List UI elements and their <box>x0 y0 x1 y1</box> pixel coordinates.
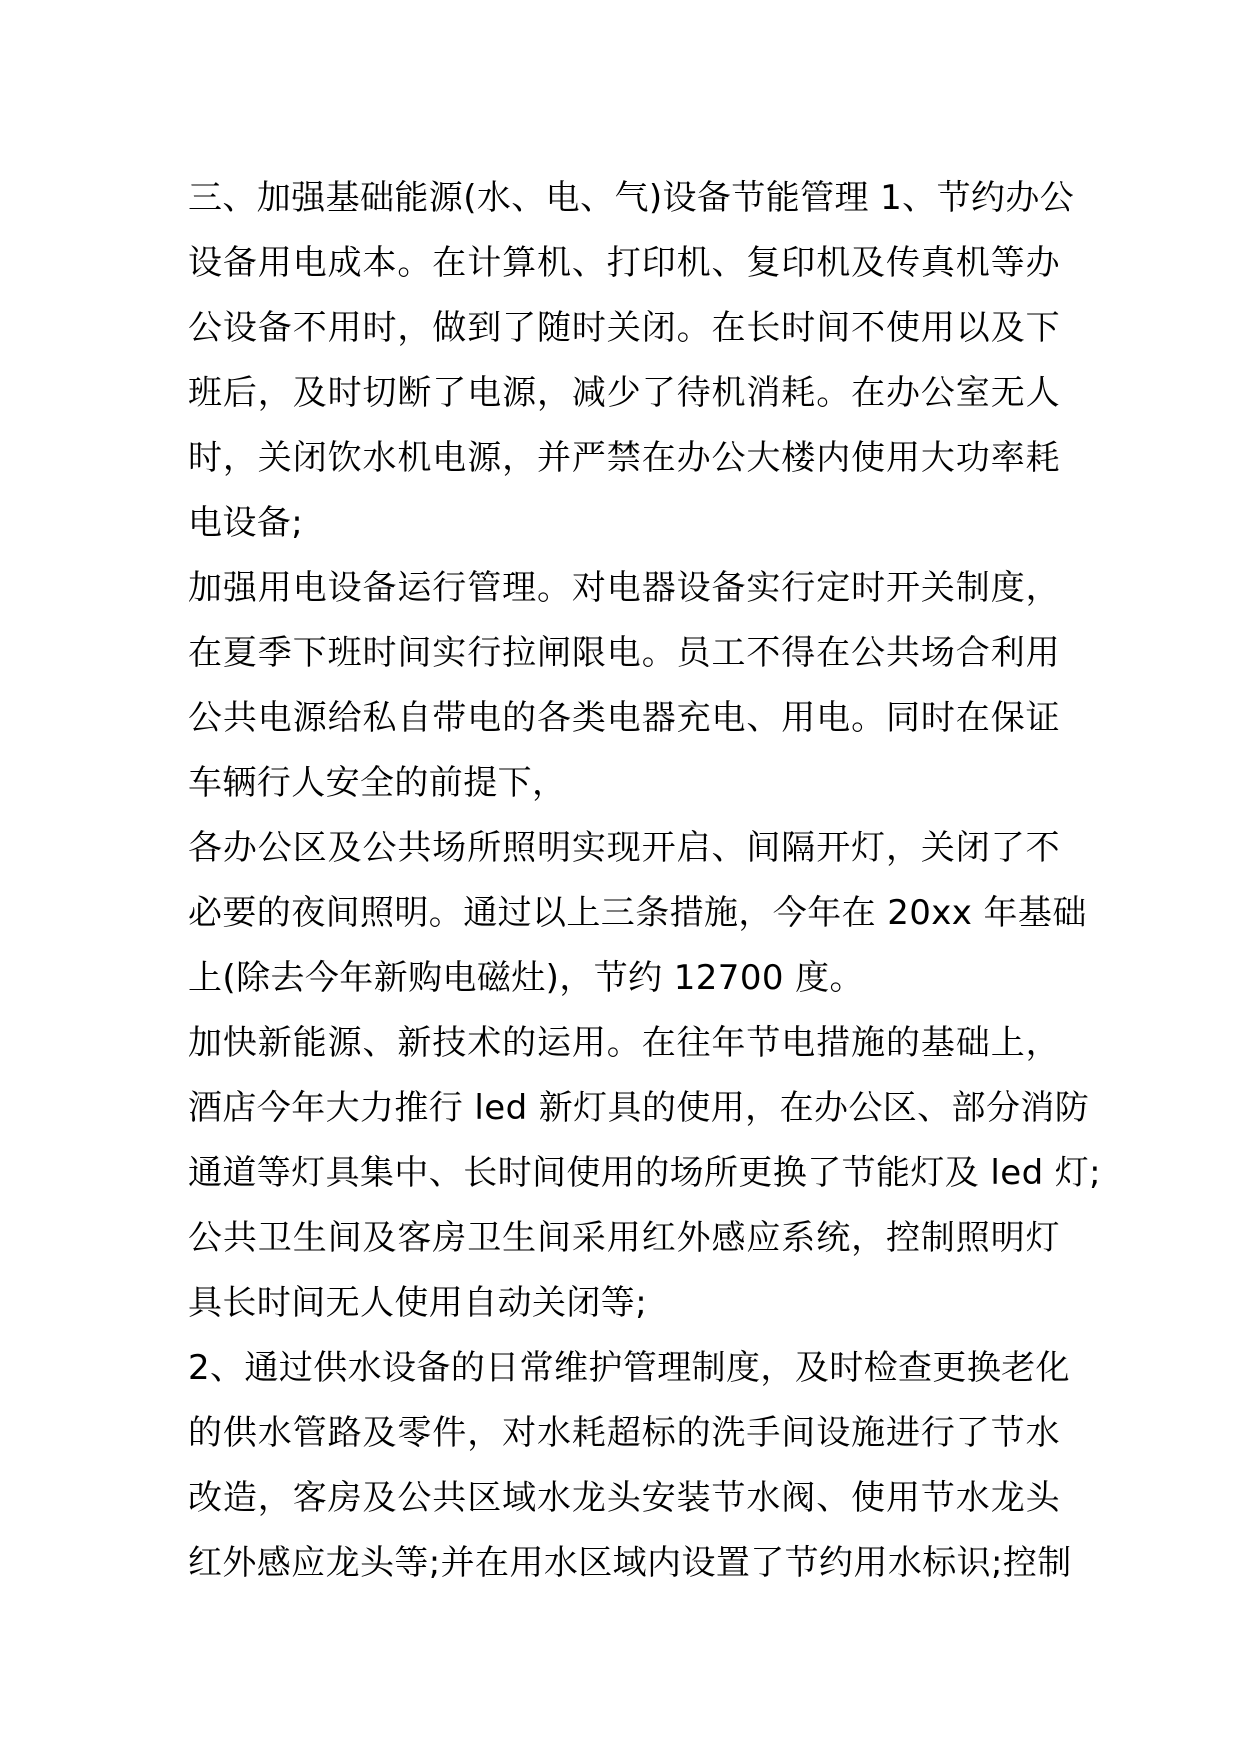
text-line: 在夏季下班时间实行拉闸限电。员工不得在公共场合利用 <box>188 633 1060 673</box>
text-line: 红外感应龙头等;并在用水区域内设置了节约用水标识;控制 <box>188 1543 1072 1583</box>
text-line: 三、加强基础能源(水、电、气)设备节能管理 1、节约办公 <box>188 178 1075 218</box>
text-line: 加快新能源、新技术的运用。在往年节电措施的基础上， <box>188 1023 1060 1063</box>
text-line: 酒店今年大力推行 led 新灯具的使用，在办公区、部分消防 <box>188 1088 1090 1128</box>
text-line: 各办公区及公共场所照明实现开启、间隔开灯，关闭了不 <box>188 828 1060 868</box>
text-line: 公共卫生间及客房卫生间采用红外感应系统，控制照明灯 <box>188 1218 1060 1258</box>
paragraph-water-supply <box>188 1336 1072 1596</box>
text-line: 电设备; <box>188 503 304 543</box>
text-line: 上(除去今年新购电磁灶)，节约 12700 度。 <box>188 958 864 998</box>
text-line: 公共电源给私自带电的各类电器充电、用电。同时在保证 <box>188 698 1060 738</box>
text-line: 具长时间无人使用自动关闭等; <box>188 1283 648 1323</box>
text-line: 加强用电设备运行管理。对电器设备实行定时开关制度， <box>188 568 1060 608</box>
paragraph-lighting <box>188 816 1087 1011</box>
text-line: 必要的夜间照明。通过以上三条措施，今年在 20xx 年基础 <box>188 893 1087 933</box>
paragraph-energy-management <box>188 166 1075 556</box>
text-line: 改造，客房及公共区域水龙头安装节水阀、使用节水龙头 <box>188 1478 1060 1518</box>
text-line: 班后，及时切断了电源，减少了待机消耗。在办公室无人 <box>188 373 1060 413</box>
document-body <box>188 166 1102 1596</box>
text-line: 通道等灯具集中、长时间使用的场所更换了节能灯及 led 灯; <box>188 1153 1102 1193</box>
text-line: 2、通过供水设备的日常维护管理制度，及时检查更换老化 <box>188 1348 1071 1388</box>
text-line: 设备用电成本。在计算机、打印机、复印机及传真机等办 <box>188 243 1060 283</box>
text-line: 时，关闭饮水机电源，并严禁在办公大楼内使用大功率耗 <box>188 438 1060 478</box>
text-line: 的供水管路及零件，对水耗超标的洗手间设施进行了节水 <box>188 1413 1060 1453</box>
paragraph-power-equipment <box>188 556 1060 816</box>
paragraph-new-technology <box>188 1011 1102 1336</box>
text-line: 公设备不用时，做到了随时关闭。在长时间不使用以及下 <box>188 308 1060 348</box>
text-line: 车辆行人安全的前提下， <box>188 763 567 803</box>
